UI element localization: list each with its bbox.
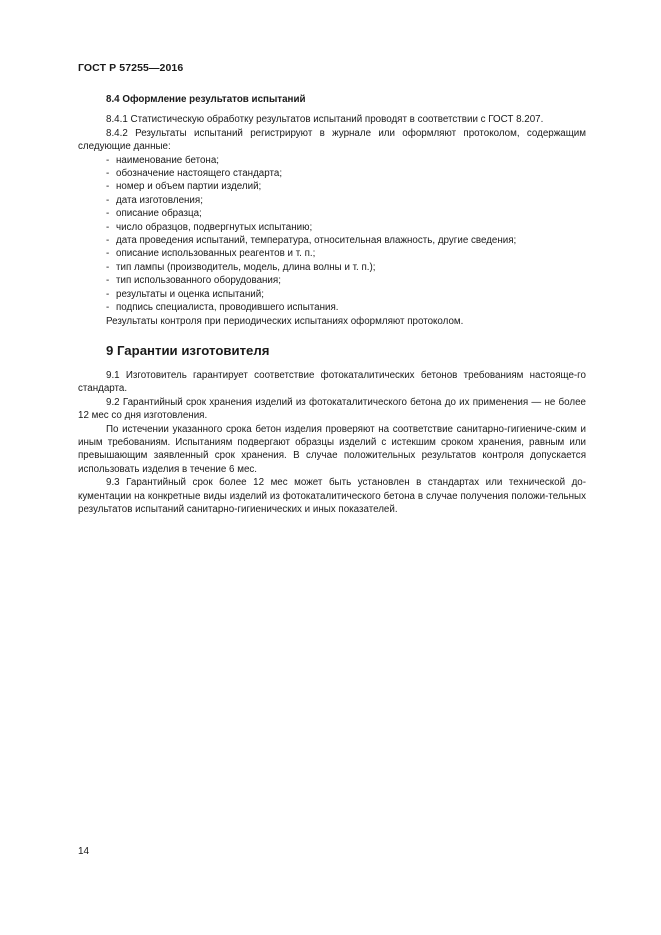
list-item: - описание использованных реагентов и т. п.; — [106, 248, 316, 260]
subsection-heading-8-4: 8.4 Оформление результатов испытаний — [106, 94, 306, 105]
section-title-9: 9 Гарантии изготовителя — [106, 342, 270, 358]
list-item: - номер и объем партии изделий; — [106, 181, 262, 193]
page-body — [78, 93, 586, 516]
paragraph-9-2: 9.2 Гарантийный срок хранения изделий из фотокаталитического бетона до их применения — не более 12 мес со дня изготовления. — [78, 396, 586, 422]
document-code: ГОСТ Р 57255—2016 — [78, 62, 184, 74]
list-item: - обозначение настоящего стандарта; — [106, 168, 283, 180]
protocol-data-list — [78, 154, 586, 315]
paragraph-9-3: 9.3 Гарантийный срок более 12 мес может быть установлен в стандартах или технической до-кументации на конкретные виды изделий из фотокаталитического бетона в случае получения положи-тельных результатов испытаний санитарно-гигиенических и иных показателей. — [78, 477, 586, 515]
list-item: - наименование бетона; — [106, 154, 220, 166]
paragraph-9-2-continuation: По истечении указанного срока бетон изделия проверяют на соответствие санитарно-гигиениче-ским и иным требованиям. Испытаниям подвергают образцы изделий с истекшим сроком хранения, равным или превышающим заявленный срок хранения. В случае положительных результатов контроля допускается использовать изделия в течение 6 мес. — [78, 423, 586, 475]
list-item: - число образцов, подвергнутых испытанию; — [106, 221, 313, 233]
paragraph-8-4-2: 8.4.2 Результаты испытаний регистрируют в журнале или оформляют протоколом, содержащим следующие данные: — [78, 127, 586, 153]
paragraph-8-4-1: 8.4.1 Статистическую обработку результатов испытаний проводят в соответствии с ГОСТ 8.207. — [106, 114, 544, 126]
list-item: - дата изготовления; — [106, 194, 203, 206]
paragraph-8-4-closing: Результаты контроля при периодических испытаниях оформляют протоколом. — [106, 315, 464, 327]
paragraph-9-1: 9.1 Изготовитель гарантирует соответствие фотокаталитических бетонов требованиям настояще-го стандарта. — [78, 369, 586, 395]
list-item: - тип лампы (производитель, модель, длина волны и т. п.); — [106, 261, 376, 273]
list-item: - дата проведения испытаний, температура, относительная влажность, другие сведения; — [106, 235, 517, 247]
page-number: 14 — [78, 846, 90, 857]
list-item: - подпись специалиста, проводившего испытания. — [106, 302, 339, 314]
list-item: - тип использованного оборудования; — [106, 275, 281, 287]
list-item: - результаты и оценка испытаний; — [106, 288, 264, 300]
list-item: - описание образца; — [106, 208, 202, 220]
